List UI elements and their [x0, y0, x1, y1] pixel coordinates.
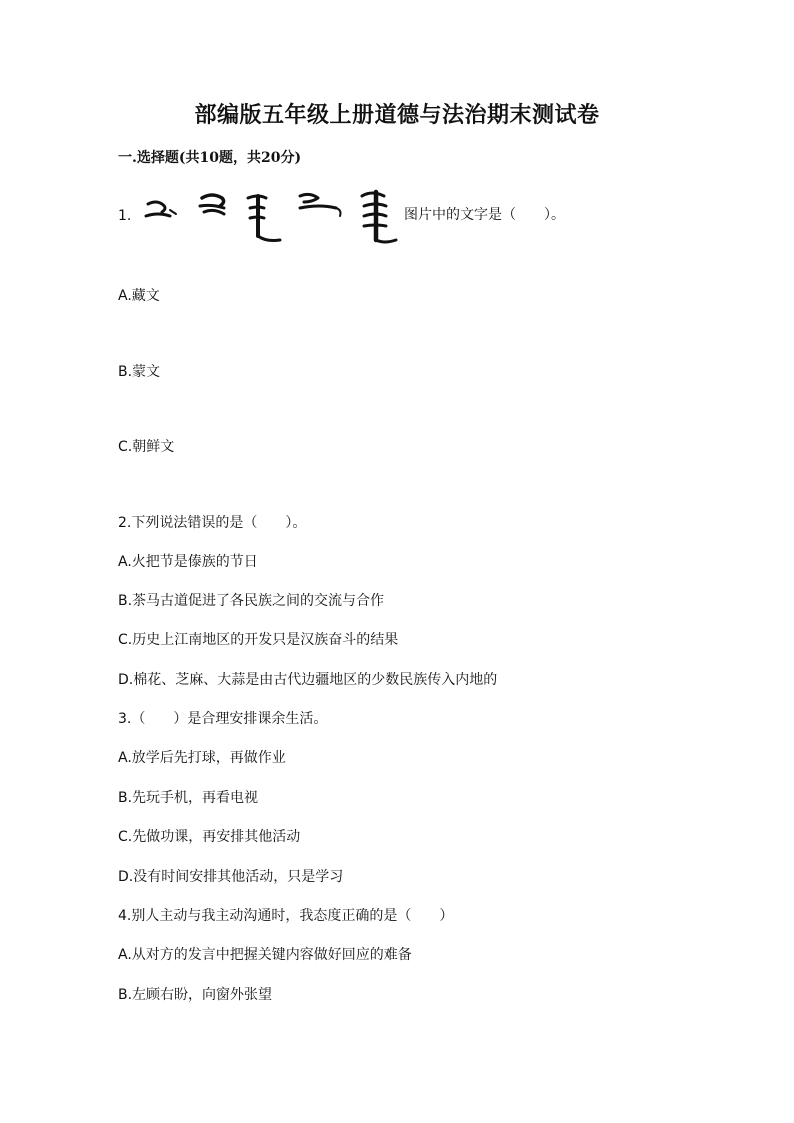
question-4-prompt: 4.别人主动与我主动沟通时，我态度正确的是（ ）	[118, 908, 454, 924]
question-3-prompt: 3.（ ）是合理安排课余生活。	[118, 711, 328, 727]
question-3-option-d: D.没有时间安排其他活动，只是学习	[118, 869, 344, 885]
question-1-option-a: A.藏文	[118, 288, 160, 304]
question-2-prompt: 2.下列说法错误的是（ ）。	[118, 515, 307, 531]
question-1-prompt: 图片中的文字是（ ）。	[404, 207, 565, 223]
question-2-option-c: C.历史上江南地区的开发只是汉族奋斗的结果	[118, 632, 399, 648]
mongolian-script-image	[140, 186, 398, 244]
question-3-option-c: C.先做功课，再安排其他活动	[118, 829, 301, 845]
exam-title: 部编版五年级上册道德与法治期末测试卷	[194, 102, 600, 128]
question-4-option-b: B.左顾右盼，向窗外张望	[118, 987, 273, 1003]
question-2-option-a: A.火把节是傣族的节日	[118, 554, 258, 570]
question-1-option-c: C.朝鲜文	[118, 439, 175, 455]
question-3-option-a: A.放学后先打球，再做作业	[118, 750, 286, 766]
question-3-option-b: B.先玩手机，再看电视	[118, 790, 259, 806]
question-4-option-a: A.从对方的发言中把握关键内容做好回应的难备	[118, 947, 412, 963]
section-heading: 一.选择题(共10题，共20分)	[118, 150, 302, 166]
question-1-option-b: B.蒙文	[118, 364, 161, 380]
question-1-number: 1.	[118, 208, 132, 224]
question-2-option-d: D.棉花、芝麻、大蒜是由古代边疆地区的少数民族传入内地的	[118, 672, 498, 688]
question-2-option-b: B.茶马古道促进了各民族之间的交流与合作	[118, 593, 385, 609]
